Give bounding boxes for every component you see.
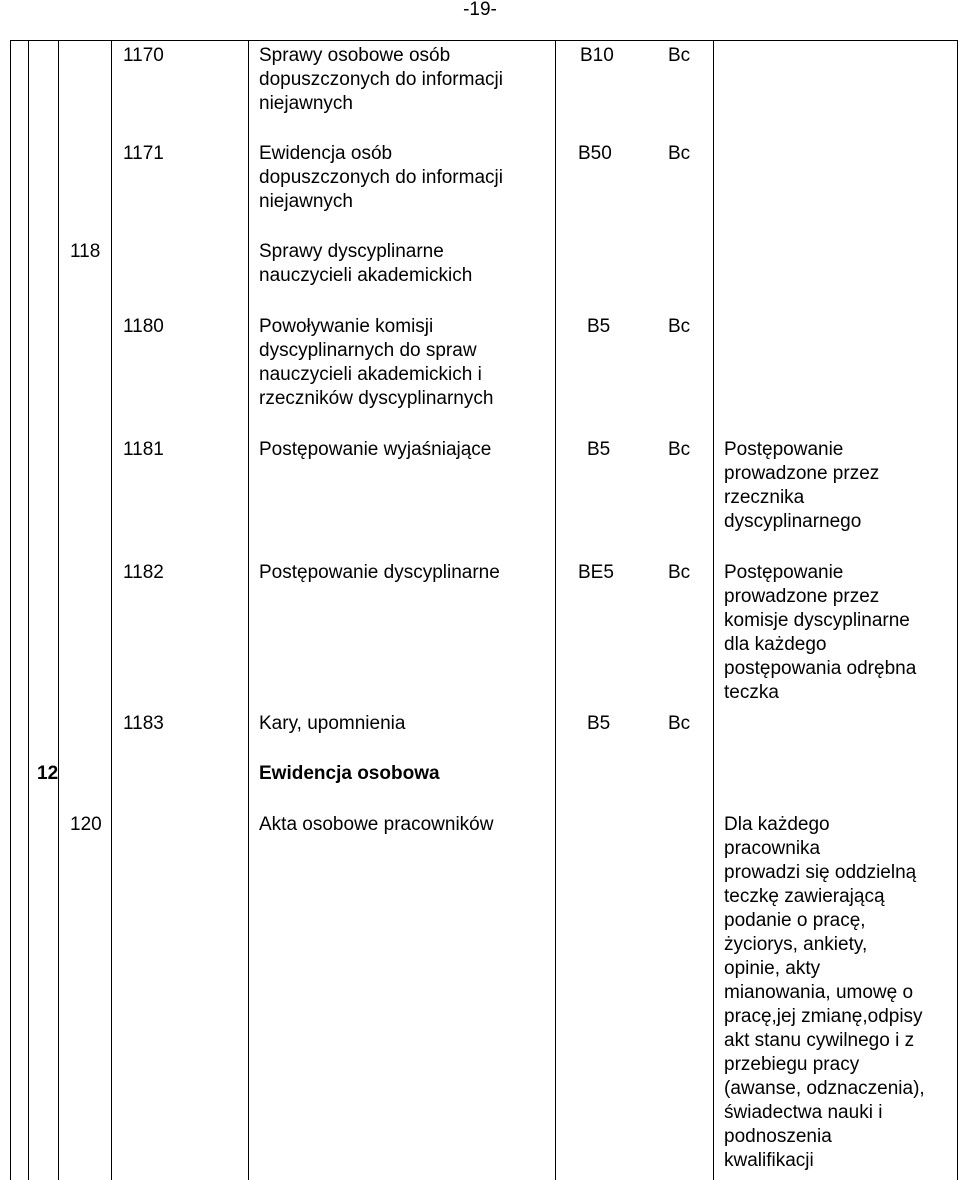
note-line: akt stanu cywilnego i z [724,1030,915,1051]
column-divider [713,40,714,1180]
title-line: niejawnych [259,191,353,212]
symbol-cell: 1180 [123,316,164,337]
symbol-cell: 1182 [123,562,164,583]
title-line: Postępowanie wyjaśniające [259,439,492,460]
note-line: prowadzi się oddzielną [724,862,917,883]
note-line: prowadzone przez [724,586,880,607]
note-line: podnoszenia [724,1126,832,1147]
note-line: przebiegu pracy [724,1054,860,1075]
note-line: prowadzone przez [724,463,880,484]
category-cell: B10 [580,45,614,66]
title-line: dyscyplinarnych do spraw [259,340,477,361]
column-divider [58,40,59,1180]
symbol-cell: 1181 [123,439,164,460]
note-line: kwalifikacji [724,1150,814,1171]
cell-category: Bc [668,45,691,66]
note-line: dla każdego [724,634,827,655]
cell-category: Bc [668,562,691,583]
symbol-cell: 1183 [123,713,164,734]
column-divider [28,40,29,1180]
symbol-cell: 118 [70,241,101,262]
page-number: -19- [463,0,497,20]
note-line: mianowania, umowę o [724,982,914,1003]
category-cell: B50 [578,143,612,164]
note-line: Dla każdego [724,814,830,835]
title-line: Sprawy dyscyplinarne [259,241,444,262]
title-line: niejawnych [259,93,353,114]
title-line: Ewidencja osób [259,143,393,164]
note-line: świadectwa nauki i [724,1102,883,1123]
title-line: nauczycieli akademickich i [259,364,482,385]
category-cell: B5 [587,439,611,460]
title-line: Kary, upomnienia [259,713,406,734]
symbol-cell: 1170 [123,45,164,66]
title-line: dopuszczonych do informacji [259,167,503,188]
cell-category: Bc [668,713,691,734]
note-line: dyscyplinarnego [724,511,862,532]
title-line: Akta osobowe pracowników [259,814,494,835]
table-border-top [10,40,958,41]
symbol-cell: 120 [70,814,102,835]
section-title: Ewidencja osobowa [259,763,440,784]
title-line: nauczycieli akademickich [259,265,473,286]
table-border-right [957,40,958,1180]
symbol-cell: 1171 [123,143,164,164]
note-line: Postępowanie [724,562,844,583]
category-cell: B5 [587,713,611,734]
cell-category: Bc [668,316,691,337]
title-line: dopuszczonych do informacji [259,69,503,90]
note-line: teczka [724,682,779,703]
title-line: rzeczników dyscyplinarnych [259,388,494,409]
note-line: podanie o pracę, [724,910,866,931]
title-line: Sprawy osobowe osób [259,45,451,66]
note-line: postępowania odrębna [724,658,917,679]
table-border-left [10,40,11,1180]
column-divider [248,40,249,1180]
title-line: Postępowanie dyscyplinarne [259,562,500,583]
section-symbol: 12 [37,763,59,784]
title-line: Powoływanie komisji [259,316,434,337]
note-line: życiorys, ankiety, [724,934,868,955]
note-line: teczkę zawierającą [724,886,885,907]
note-line: (awanse, odznaczenia), [724,1078,925,1099]
note-line: pracownika [724,838,821,859]
category-cell: BE5 [578,562,614,583]
note-line: pracę,jej zmianę,odpisy [724,1006,923,1027]
note-line: rzecznika [724,487,805,508]
note-line: Postępowanie [724,439,844,460]
note-line: opinie, akty [724,958,821,979]
column-divider [111,40,112,1180]
cell-category: Bc [668,439,691,460]
note-line: komisje dyscyplinarne [724,610,910,631]
cell-category: Bc [668,143,691,164]
category-cell: B5 [587,316,611,337]
column-divider [555,40,556,1180]
